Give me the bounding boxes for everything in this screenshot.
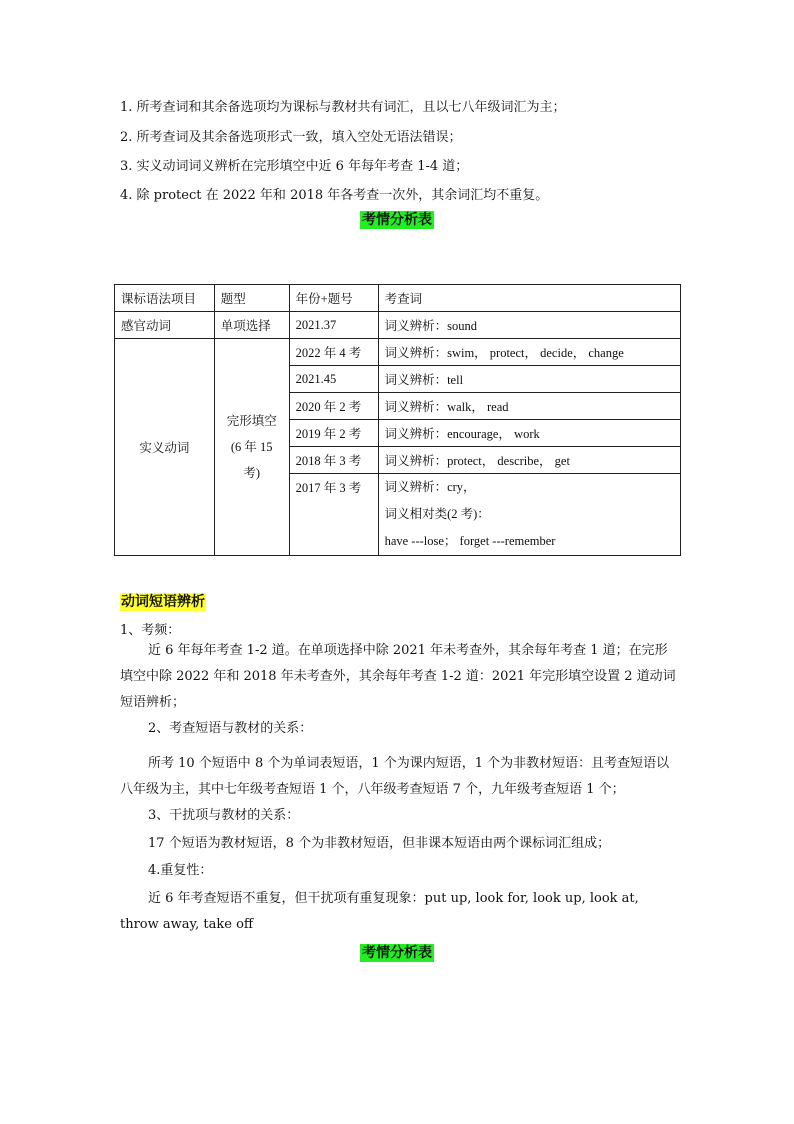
s3-text: 17 个短语为教材短语，8 个为非教材短语，但非课本短语由两个课标词汇组成； bbox=[148, 836, 611, 851]
table-cell-group-type bbox=[214, 339, 289, 556]
table-cell-multiline bbox=[378, 474, 680, 556]
s3-title: 3、干扰项与教材的关系： bbox=[148, 808, 300, 823]
table-title-2: 考情分析表 bbox=[362, 945, 432, 961]
table-row bbox=[115, 339, 681, 366]
s4-title: 4.重复性： bbox=[148, 863, 213, 878]
words-line: have ---lose； forget ---remember bbox=[384, 534, 556, 548]
group-type-line: 完形填空 bbox=[226, 414, 277, 428]
group-type-line: 考) bbox=[243, 466, 261, 480]
table-cell: 词义辨析：tell bbox=[378, 366, 680, 393]
table-cell: 词义辨析：protect， describe， get bbox=[378, 447, 680, 474]
table-title-1-wrap bbox=[0, 209, 794, 229]
section-heading-wrap bbox=[120, 591, 206, 611]
table-header-cell: 考查词 bbox=[378, 285, 680, 312]
words-line: 词义辨析：cry， bbox=[384, 480, 476, 494]
section-heading: 动词短语辨析 bbox=[121, 594, 205, 610]
table-cell: 感官动词 bbox=[115, 312, 215, 339]
s1-text: 近 6 年每年考查 1-2 道。在单项选择中除 2021 年未考查外，其余每年考查 1 道；在完形填空中除 2022 年和 2018 年未考查外，其余每年考查 1-2 道：2021 年完形填空设置 2 道动词短语辨析； bbox=[120, 643, 676, 710]
s1-title: 1、考频： bbox=[120, 623, 181, 638]
intro-line-2: 2. 所考查词及其余备选项形式一致，填入空处无语法错误； bbox=[120, 130, 462, 145]
table-cell: 2022 年 4 考 bbox=[289, 339, 378, 366]
table-header-cell: 课标语法项目 bbox=[115, 285, 215, 312]
table-title-2-wrap bbox=[0, 942, 794, 962]
table-header-row bbox=[115, 285, 681, 312]
words-line: 词义相对类(2 考)： bbox=[384, 507, 490, 521]
table-title-1: 考情分析表 bbox=[362, 212, 432, 228]
table-cell: 2019 年 2 考 bbox=[289, 420, 378, 447]
table-header-cell: 年份+题号 bbox=[289, 285, 378, 312]
group-type-line: (6 年 15 bbox=[230, 440, 273, 454]
table-cell: 2017 年 3 考 bbox=[289, 474, 378, 556]
table-cell: 2020 年 2 考 bbox=[289, 393, 378, 420]
analysis-table bbox=[114, 284, 681, 556]
intro-line-3: 3. 实义动词词义辨析在完形填空中近 6 年每年考查 1-4 道； bbox=[120, 159, 469, 174]
table-cell: 词义辨析：walk， read bbox=[378, 393, 680, 420]
table-cell-group-item: 实义动词 bbox=[115, 339, 215, 556]
s2-text: 所考 10 个短语中 8 个为单词表短语，1 个为课内短语，1 个为非教材短语：且考查短语以八年级为主，其中七年级考查短语 1 个，八年级考查短语 7 个，九年级考查短语 1 个； bbox=[120, 756, 670, 797]
table-cell: 单项选择 bbox=[214, 312, 289, 339]
table-cell: 2021.45 bbox=[289, 366, 378, 393]
table-cell: 词义辨析：encourage， work bbox=[378, 420, 680, 447]
table-cell: 词义辨析：sound bbox=[378, 312, 680, 339]
table-cell: 2018 年 3 考 bbox=[289, 447, 378, 474]
table-row bbox=[115, 312, 681, 339]
s4-text: 近 6 年考查短语不重复，但干扰项有重复现象：put up, look for, look up, look at, throw away, take off bbox=[120, 891, 639, 932]
intro-line-4: 4. 除 protect 在 2022 年和 2018 年各考查一次外，其余词汇均不重复。 bbox=[120, 188, 549, 203]
intro-line-1: 1. 所考查词和其余备选项均为课标与教材共有词汇，且以七八年级词汇为主； bbox=[120, 100, 566, 115]
table-cell: 词义辨析：swim， protect， decide， change bbox=[378, 339, 680, 366]
s2-title: 2、考查短语与教材的关系： bbox=[148, 721, 313, 736]
table-cell: 2021.37 bbox=[289, 312, 378, 339]
table-header-cell: 题型 bbox=[214, 285, 289, 312]
